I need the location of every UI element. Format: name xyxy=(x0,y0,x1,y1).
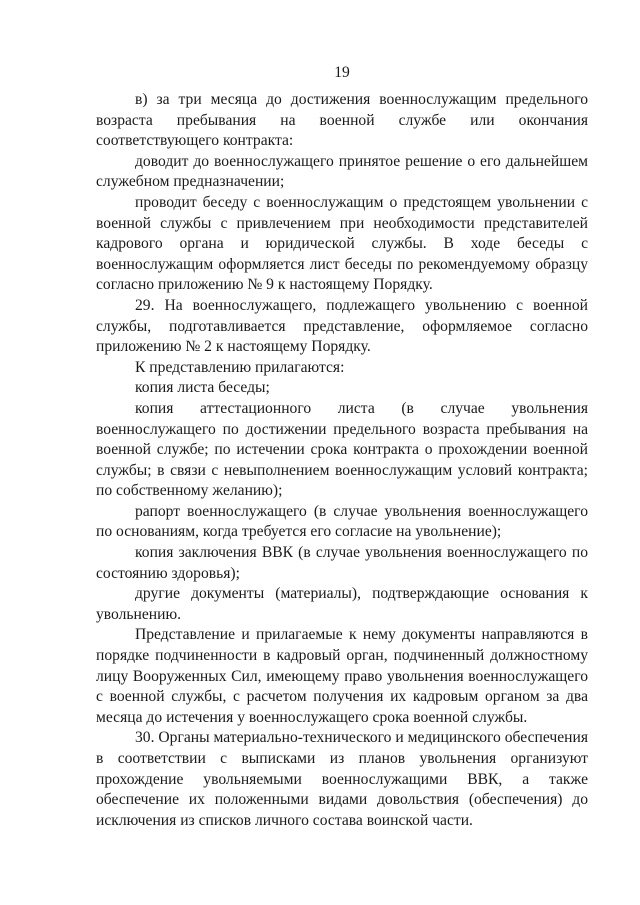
document-page xyxy=(96,62,588,831)
paragraph-item-29: 29. На военнослужащего, подлежащего увольнению с военной службы, подготавливается представление, оформляемое согласно приложению № 2 к настоящему Порядку. xyxy=(96,296,588,356)
paragraph-attestation-copy: копия аттестационного листа (в случае увольнения военнослужащего по достижении предельного возраста пребывания на военной службе; по истечении срока контракта о прохождении военной службы; в связи с невыполнением военнослужащим условий контракта; по собственному желанию); xyxy=(96,399,588,500)
paragraph-interview-copy: копия листа беседы; xyxy=(135,379,270,397)
paragraph-item-v: в) за три месяца до достижения военнослужащим предельного возраста пребывания на военной службе или окончания соответствующего контракта: xyxy=(96,91,588,150)
paragraph-conducts-interview: проводит беседу с военнослужащим о предстоящем увольнении с военной службы с привлечением при необходимости представителей кадрового органа и юридической службы. В ходе беседы с военнослужащим оформляется лист беседы по рекомендуемому образцу согласно приложению № 9 к настоящему Порядку. xyxy=(96,193,588,294)
paragraph-other-documents: другие документы (материалы), подтверждающие основания к увольнению. xyxy=(96,585,588,623)
page-number: 19 xyxy=(334,64,350,81)
paragraph-submission: Представление и прилагаемые к нему документы направляются в порядке подчиненности в кадровый орган, подчиненный должностному лицу Вооруженных Сил, имеющему право увольнения военнослужащего с военной службы, с расчетом получения их кадровым органом за два месяца до истечения у военнослужащего срока военной службы. xyxy=(96,626,588,726)
paragraph-vvk-copy: копия заключения ВВК (в случае увольнения военнослужащего по состоянию здоровья); xyxy=(96,544,588,582)
paragraph-report: рапорт военнослужащего (в случае увольнения военнослужащего по основаниям, когда требуется его согласие на увольнение); xyxy=(96,502,588,541)
paragraph-attachments-heading: К представлению прилагаются: xyxy=(135,358,345,376)
paragraph-item-30: 30. Органы материально-технического и медицинского обеспечения в соответствии с выписками из планов увольнения организуют прохождение увольняемыми военнослужащими ВВК, а также обеспечение их положенными видами довольствия (обеспечения) до исключения из списков личного состава воинской части. xyxy=(96,729,588,829)
paragraph-informs-decision: доводит до военнослужащего принятое решение о его дальнейшем служебном предназначении; xyxy=(96,152,588,191)
